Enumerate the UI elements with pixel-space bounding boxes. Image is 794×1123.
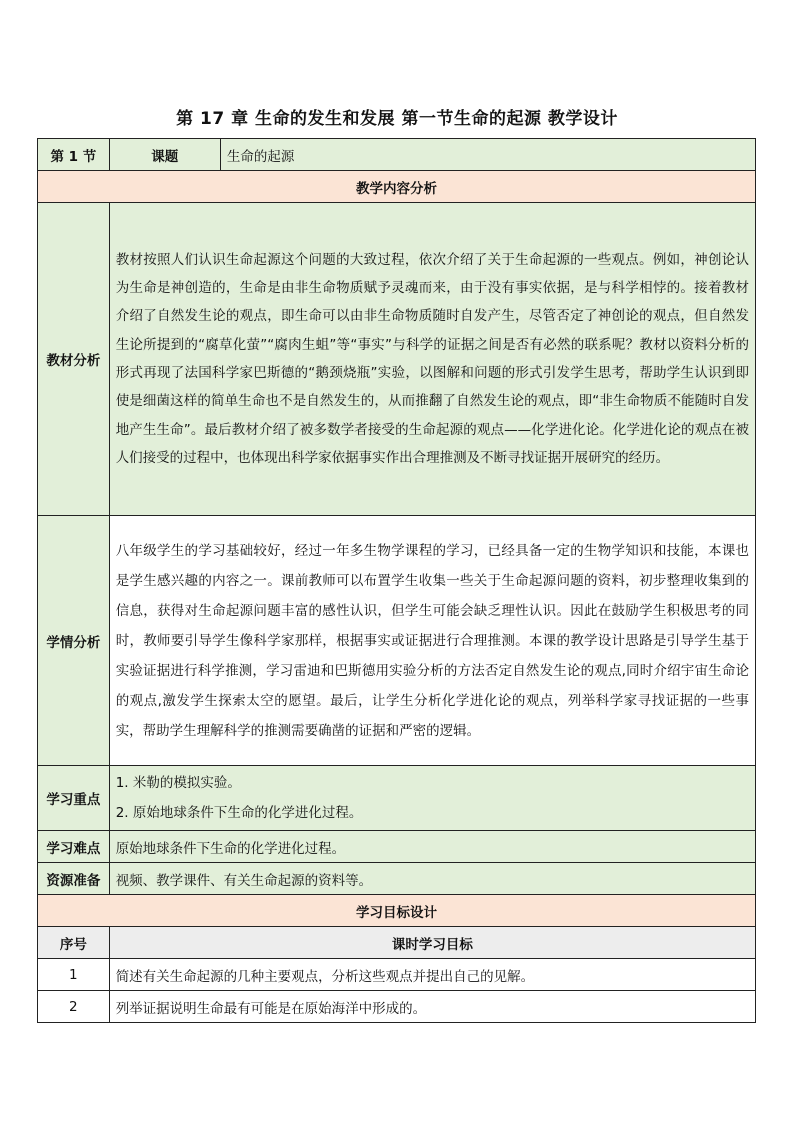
difficulty-row: [38, 831, 756, 863]
key-point-item: 1. 米勒的模拟实验。: [115, 775, 241, 791]
key-point-item: 2. 原始地球条件下生命的化学进化过程。: [115, 805, 363, 821]
textbook-analysis-label: 教材分析: [38, 203, 110, 516]
topic-label: 课题: [109, 139, 220, 171]
page-title: 第 17 章 生命的发生和发展 第一节生命的起源 教学设计: [176, 109, 618, 129]
resources-text: 视频、教学课件、有关生命起源的资料等。: [109, 863, 755, 895]
objective-goal: 简述有关生命起源的几种主要观点，分析这些观点并提出自己的见解。: [109, 959, 755, 991]
student-analysis-label: 学情分析: [38, 516, 110, 766]
header-row: [38, 139, 756, 171]
difficulty-label: 学习难点: [38, 831, 110, 863]
resources-label: 资源准备: [38, 863, 110, 895]
objective-no: 1: [38, 959, 110, 991]
objective-no: 2: [38, 991, 110, 1023]
objective-goal: 列举证据说明生命最有可能是在原始海洋中形成的。: [109, 991, 755, 1023]
objectives-heading-row: [38, 895, 756, 927]
textbook-analysis-row: [38, 203, 756, 516]
key-points-list: [109, 766, 755, 831]
key-points-label: 学习重点: [38, 766, 110, 831]
topic-value: 生命的起源: [220, 139, 755, 171]
content-analysis-heading: 教学内容分析: [38, 171, 756, 203]
key-points-row: [38, 766, 756, 831]
objectives-header-row: [38, 927, 756, 959]
table-row: [38, 991, 756, 1023]
table-row: [38, 959, 756, 991]
student-analysis-text: 八年级学生的学习基础较好，经过一年多生物学课程的学习，已经具备一定的生物学知识和技能，本课也是学生感兴趣的内容之一。课前教师可以布置学生收集一些关于生命起源问题的资料，初步整理收集到的信息，获得对生命起源问题丰富的感性认识，但学生可能会缺乏理性认识。因此在鼓励学生积极思考的同时，教师要引导学生像科学家那样，根据事实或证据进行合理推测。本课的教学设计思路是引导学生基于实验证据进行科学推测，学习雷迪和巴斯德用实验分析的方法否定自然发生论的观点,同时介绍宇宙生命论的观点,激发学生探索太空的愿望。最后，让学生分析化学进化论的观点，列举科学家寻找证据的一些事实，帮助学生理解科学的推测需要确凿的证据和严密的逻辑。: [109, 516, 755, 766]
difficulty-text: 原始地球条件下生命的化学进化过程。: [109, 831, 755, 863]
lesson-plan-table: [37, 138, 756, 1023]
section-cell: 第 1 节: [38, 139, 110, 171]
student-analysis-row: [38, 516, 756, 766]
objectives-col-goal: 课时学习目标: [109, 927, 755, 959]
resources-row: [38, 863, 756, 895]
objectives-col-no: 序号: [38, 927, 110, 959]
content-analysis-row: [38, 171, 756, 203]
objectives-heading: 学习目标设计: [38, 895, 756, 927]
textbook-analysis-text: 教材按照人们认识生命起源这个问题的大致过程，依次介绍了关于生命起源的一些观点。例如，神创论认为生命是神创造的，生命是由非生命物质赋予灵魂而来，由于没有事实依据，是与科学相悖的。接着教材介绍了自然发生论的观点，即生命可以由非生命物质随时自发产生，尽管否定了神创论的观点，但自然发生论所提到的“腐草化萤”“腐肉生蛆”等“事实”与科学的证据之间是否有必然的联系呢？教材以资料分析的形式再现了法国科学家巴斯德的“鹅颈烧瓶”实验，以图解和问题的形式引发学生思考，帮助学生认识到即使是细菌这样的简单生命也不是自然发生的，从而推翻了自然发生论的观点，即“非生命物质不能随时自发地产生生命”。最后教材介绍了被多数学者接受的生命起源的观点——化学进化论。化学进化论的观点在被人们接受的过程中，也体现出科学家依据事实作出合理推测及不断寻找证据开展研究的经历。: [109, 203, 755, 516]
